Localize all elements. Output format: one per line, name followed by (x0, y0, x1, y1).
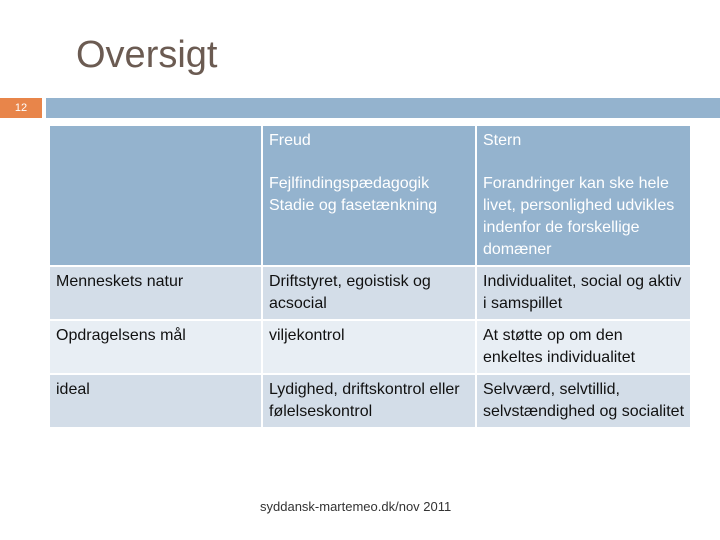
header-stern-desc: Forandringer kan ske hele livet, personlighed udvikles indenfor de forskellige domæner (483, 175, 675, 258)
slide-title: Oversigt (76, 34, 218, 76)
header-spacer (269, 152, 469, 173)
slide-footer: syddansk-martemeo.dk/nov 2011 (260, 499, 452, 514)
table-row (50, 375, 690, 427)
stern-cell: At støtte op om den enkeltes individualitet (477, 321, 690, 373)
header-freud-cell (263, 126, 475, 265)
stern-cell: Individualitet, social og aktiv i samspillet (477, 267, 690, 319)
header-freud-name: Freud (269, 132, 311, 149)
header-stern-cell (477, 126, 690, 265)
stern-cell: Selvværd, selvtillid, selvstændighed og socialitet (477, 375, 690, 427)
header-stern-name: Stern (483, 132, 522, 149)
header-accent-bar (46, 98, 720, 118)
header-spacer (483, 152, 684, 173)
comparison-table (48, 124, 692, 429)
table-row (50, 267, 690, 319)
freud-cell: Lydighed, driftskontrol eller følelseskontrol (263, 375, 475, 427)
row-label: Opdragelsens mål (50, 321, 261, 373)
row-label: ideal (50, 375, 261, 427)
freud-cell: viljekontrol (263, 321, 475, 373)
slide-number-badge: 12 (0, 98, 42, 118)
table-header-row (50, 126, 690, 265)
header-empty-cell (50, 126, 261, 265)
table-row (50, 321, 690, 373)
header-freud-desc: Fejlfindingspædagogik Stadie og fasetænkning (269, 175, 438, 214)
row-label: Menneskets natur (50, 267, 261, 319)
freud-cell: Driftstyret, egoistisk og acsocial (263, 267, 475, 319)
